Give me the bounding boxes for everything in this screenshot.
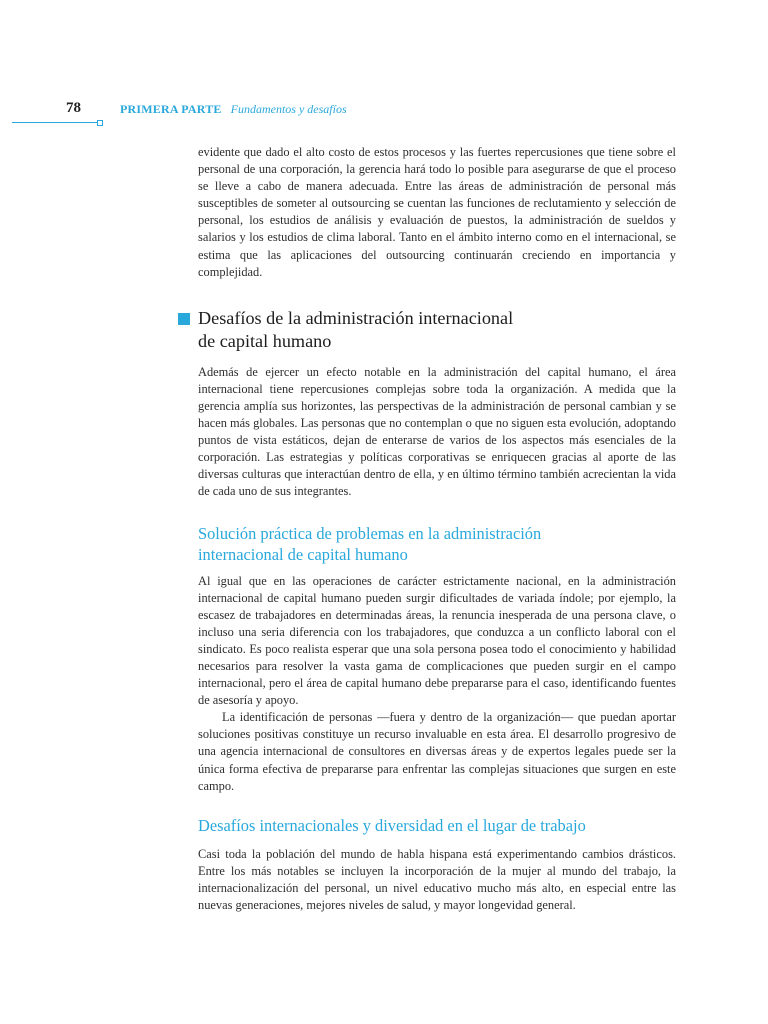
subsection-heading-1 (198, 523, 676, 565)
running-head-title: Fundamentos y desafíos (230, 102, 347, 116)
section-heading-line1: Desafíos de la administración internacional (198, 307, 514, 328)
header-rule (12, 122, 99, 123)
section-heading-line2: de capital humano (198, 330, 332, 351)
subsection-heading-1-line2: internacional de capital humano (198, 544, 408, 564)
page-number: 78 (66, 100, 81, 116)
running-head (120, 102, 347, 117)
subsection-heading-1-line1: Solución práctica de problemas en la administración (198, 523, 542, 543)
subsection-heading-2: Desafíos internacionales y diversidad en el lugar de trabajo (198, 815, 586, 835)
square-bullet-icon (178, 313, 190, 325)
subsection-1-paragraph-1: Al igual que en las operaciones de carácter estrictamente nacional, en la administración internacional de capital humano pueden surgir dificultades de variada índole; por ejemplo, la escasez de trabajadores en determinadas áreas, la renuncia inesperada de una persona clave, o incluso una seria diferencia con los trabajadores, que conduzca a un conflicto laboral con el sindicato. Es poco realista esperar que una sola persona posea todo el conocimiento y habilidad necesarios para resolver la vasta gama de complicaciones que pueden surgir en el campo internacional, pero el área de capital humano debe prepararse para el caso, identificando fuentes de asesoría y apoyo. (198, 573, 676, 708)
page-header (0, 98, 768, 138)
subsection-2-paragraph: Casi toda la población del mundo de habla hispana está experimentando cambios drásticos. Entre los más notables se incluyen la incorporación de la mujer al mundo del trabajo, la internacionalización del personal, un nivel educativo mucho más alto, en especial entre las nuevas generaciones, mejores niveles de salud, y mayor longevidad general. (198, 846, 676, 912)
section-paragraph: Además de ejercer un efecto notable en la administración del capital humano, el área internacional tiene repercusiones complejas sobre toda la organización. A medida que la gerencia amplía sus horizontes, las perspectivas de la administración de personal cambian y se hacen más globales. Las personas que no contemplan o que no siguen esta evolución, adoptando puntos de vista estáticos, dejan de enterarse de varios de los aspectos más esenciales de la corporación. Las estrategias y políticas corporativas se enriquecen gracias al aporte de las diversas culturas que interactúan dentro de ella, y en último término también acrecientan la vida de cada uno de sus integrantes. (198, 364, 676, 499)
section-heading (198, 307, 676, 353)
running-head-part: PRIMERA PARTE (120, 102, 222, 116)
subsection-1-paragraph-2: La identificación de personas —fuera y dentro de la organización— que puedan aportar soluciones positivas constituye un recurso invaluable en esta área. El desarrollo progresivo de una agencia internacional de consultores en diversas áreas y de expertos legales puede ser la única forma efectiva de prepararse para enfrentar las complejas situaciones que surgen en este campo. (198, 710, 676, 793)
header-square-icon (97, 120, 103, 126)
intro-paragraph: evidente que dado el alto costo de estos procesos y las fuertes repercusiones que tiene sobre el personal de una corporación, la gerencia hará todo lo posible para asegurarse de que el proceso se lleve a cabo de manera adecuada. Entre las áreas de administración de personal más susceptibles de someter al outsourcing se cuentan las funciones de reclutamiento y selección de personal, los estudios de análisis y evaluación de puestos, la administración de sueldos y salarios y los estudios de clima laboral. Tanto en el ámbito interno como en el internacional, se estima que las aplicaciones del outsourcing continuarán creciendo en importancia y complejidad. (198, 145, 676, 279)
page-body (198, 144, 676, 914)
